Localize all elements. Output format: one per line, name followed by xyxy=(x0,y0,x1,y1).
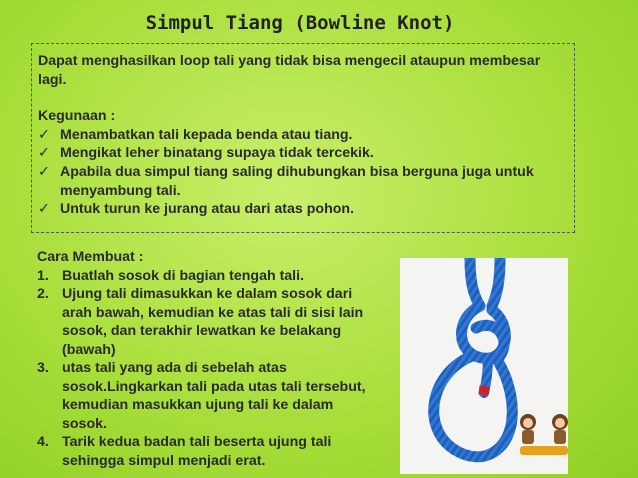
kegunaan-item-text: Menambatkan tali kepada benda atau tiang. xyxy=(60,126,353,143)
kegunaan-item-text: Mengikat leher binatang supaya tidak tercekik. xyxy=(60,145,374,162)
kegunaan-item xyxy=(38,144,568,163)
checkmark-icon: ✓ xyxy=(38,201,50,218)
step-number: 1. xyxy=(37,267,49,284)
page-title: Simpul Tiang (Bowline Knot) xyxy=(145,12,455,34)
step-text: Tarik kedua badan tali beserta ujung tali sehingga simpul menjadi erat. xyxy=(62,434,332,469)
step-text: Ujung tali dimasukkan ke dalam sosok dari arah bawah, kemudian ke atas tali di sisi lain sosok, dan terakhir lewatkan ke belakang (bawah) xyxy=(62,286,364,358)
step-number: 2. xyxy=(37,286,49,302)
checkmark-icon: ✓ xyxy=(38,126,50,143)
scout-logo-icon xyxy=(516,410,572,456)
step-item xyxy=(37,285,377,359)
pramuka-logo xyxy=(516,410,572,456)
kegunaan-heading: Kegunaan : xyxy=(38,108,116,125)
checkmark-icon: ✓ xyxy=(38,145,50,162)
checkmark-icon: ✓ xyxy=(38,163,50,180)
step-number: 3. xyxy=(37,360,49,376)
step-text: utas tali yang ada di sebelah atas sosok.Lingkarkan tali pada utas tali tersebut, kemudian masukkan ujung tali ke dalam sosok. xyxy=(62,360,366,432)
kegunaan-item-text: Untuk turun ke jurang atau dari atas pohon. xyxy=(60,201,355,218)
step-text: Buatlah sosok di bagian tengah tali. xyxy=(62,267,305,284)
kegunaan-item xyxy=(38,163,568,200)
info-box xyxy=(31,43,575,233)
step-number: 4. xyxy=(37,434,49,450)
cara-heading: Cara Membuat : xyxy=(37,249,144,265)
kegunaan-item xyxy=(38,200,568,219)
kegunaan-item xyxy=(38,126,568,145)
steps-section xyxy=(37,248,377,470)
step-item xyxy=(37,267,377,286)
description-text: Dapat menghasilkan loop tali yang tidak bisa mengecil ataupun membesar lagi. xyxy=(38,53,541,88)
step-item xyxy=(37,359,377,433)
kegunaan-item-text: Apabila dua simpul tiang saling dihubungkan bisa berguna juga untuk menyambung tali. xyxy=(60,163,534,199)
step-item xyxy=(37,433,377,470)
